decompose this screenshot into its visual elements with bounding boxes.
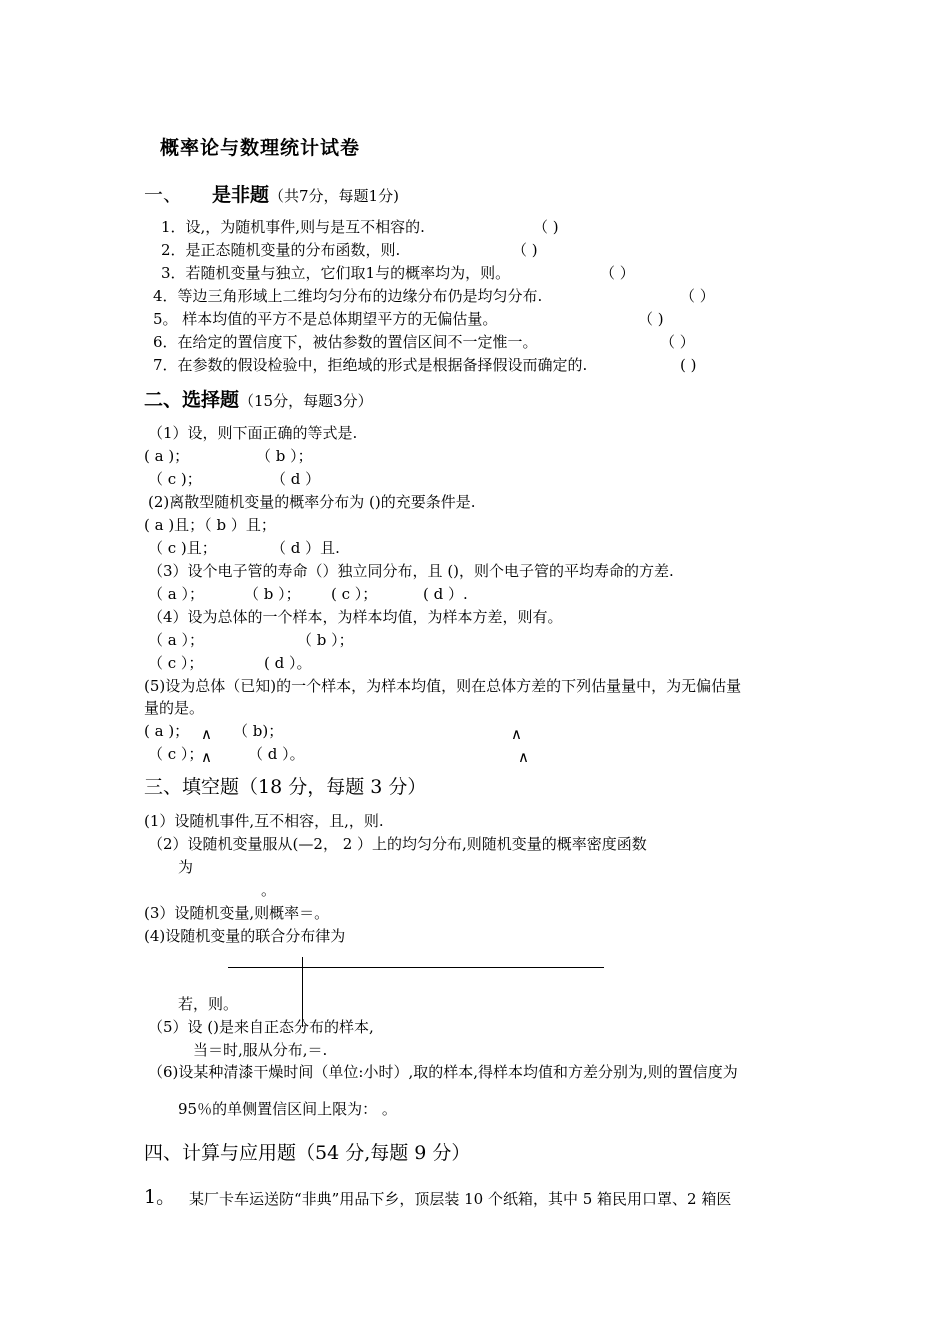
s3-q2-end: 。 xyxy=(261,881,277,899)
s3-q4-cont: 若，则。 xyxy=(178,995,239,1013)
s2-q2-ab: ( a )且；（ b ）且； xyxy=(144,516,276,534)
s3-q2: （2）设随机变量服从(—2， 2 ）上的均匀分布,则随机变量的概率密度函数 xyxy=(148,835,647,853)
section1-number: 一、 xyxy=(144,184,183,206)
s1-item-3: 3．若随机变量与独立，它们取1与的概率均为，则。 xyxy=(161,264,511,282)
s2-q4-a: （ a ）； xyxy=(148,631,204,649)
s3-q5-cont: 当＝时,服从分布,＝. xyxy=(193,1041,328,1059)
s2-q1-b: （ b ）； xyxy=(256,447,313,465)
s2-q1-c: （ c )； xyxy=(148,470,202,488)
s1-paren-6: （ ） xyxy=(660,333,695,351)
s4-q1-number: 1。 xyxy=(144,1186,176,1208)
s2-q2: (2)离散型随机变量的概率分布为 ()的充要条件是. xyxy=(148,493,476,511)
s2-q4-d: ( d ）。 xyxy=(264,654,312,672)
s2-q3: （3）设个电子管的寿命（）独立同分布，且 ()，则个电子管的平均寿命的方差. xyxy=(148,562,674,580)
s2-q1-d: （ d ） xyxy=(271,470,321,488)
s4-q1-text: 某厂卡车运送防“非典”用品下乡，顶层装 10 个纸箱，其中 5 箱民用口罩、2 箱医 xyxy=(189,1190,732,1208)
s2-q2-c: （ c )且； xyxy=(148,539,217,557)
s2-q3-c: ( c ）； xyxy=(331,585,378,603)
s1-item-5: 5。 样本均值的平方不是总体期望平方的无偏估量。 xyxy=(153,310,498,328)
s1-paren-1: （ ) xyxy=(533,218,559,236)
s1-item-2: 2．是正态随机变量的分布函数，则. xyxy=(161,241,401,259)
s1-paren-2: （ ) xyxy=(512,241,538,259)
s1-item-7: 7．在参数的假设检验中，拒绝域的形式是根据备择假设而确定的. xyxy=(153,356,588,374)
s2-q5-c: （ c ）； xyxy=(148,745,204,763)
s2-q1-a: ( a )； xyxy=(144,447,190,465)
s2-q5-b: （ b)； xyxy=(233,722,284,740)
table-horizontal-rule xyxy=(228,967,604,968)
s2-q5-d: （ d ）。 xyxy=(248,745,305,763)
hat-symbol: ∧ xyxy=(518,748,529,766)
s3-q4: (4)设随机变量的联合分布律为 xyxy=(144,927,346,945)
s3-q6-cont: 95％的单侧置信区间上限为： 。 xyxy=(178,1100,397,1118)
section3-heading: 三、填空题（18 分，每题 3 分） xyxy=(144,776,427,798)
section4-heading: 四、计算与应用题（54 分,每题 9 分） xyxy=(144,1142,471,1164)
s3-q6: （6)设某种清漆干燥时间（单位:小时）,取的样本,得样本均值和方差分别为,则的置信度为 xyxy=(148,1063,738,1081)
s2-q4: （4）设为总体的一个样本，为样本均值，为样本方差，则有。 xyxy=(148,608,563,626)
s3-q1: (1）设随机事件,互不相容，且,，则. xyxy=(144,812,384,830)
s2-q3-a: （ a ）； xyxy=(148,585,204,603)
s2-q4-c: （ c ）； xyxy=(148,654,204,672)
s1-paren-5: （ ) xyxy=(638,310,664,328)
s1-item-1: 1．设,，为随机事件,则与是互不相容的. xyxy=(161,218,425,236)
s2-q5-a: ( a )； xyxy=(144,722,190,740)
page-title: 概率论与数理统计试卷 xyxy=(160,137,361,159)
s3-q5: （5）设 ()是来自正态分布的样本, xyxy=(148,1018,374,1036)
section2-heading: 二、选择题（15分，每题3分） xyxy=(144,389,373,411)
section1-heading: 是非题（共7分，每题1分) xyxy=(212,184,399,206)
hat-symbol: ∧ xyxy=(511,725,522,743)
s2-q1: （1）设，则下面正确的等式是. xyxy=(148,424,358,442)
s1-paren-3: （ ） xyxy=(600,264,635,282)
s1-paren-7: ( ) xyxy=(680,356,697,374)
hat-symbol: ∧ xyxy=(201,748,212,766)
s2-q5-cont: 量的是。 xyxy=(144,699,205,717)
s2-q4-b: （ b ）； xyxy=(297,631,354,649)
s2-q5: (5)设为总体（已知)的一个样本，为样本均值，则在总体方差的下列估量量中，为无偏估量 xyxy=(144,677,742,695)
s3-q3: (3）设随机变量,则概率＝。 xyxy=(144,904,330,922)
s2-q3-d: ( d ）. xyxy=(423,585,468,603)
hat-symbol: ∧ xyxy=(201,725,212,743)
s2-q2-d: （ d ）且. xyxy=(271,539,340,557)
s2-q3-b: （ b ）； xyxy=(244,585,301,603)
s3-q2-cont: 为 xyxy=(178,858,194,876)
s1-item-4: 4．等边三角形域上二维均匀分布的边缘分布仍是均匀分布. xyxy=(153,287,543,305)
s1-paren-4: （ ） xyxy=(680,287,715,305)
s1-item-6: 6．在给定的置信度下，被估参数的置信区间不一定惟一。 xyxy=(153,333,538,351)
